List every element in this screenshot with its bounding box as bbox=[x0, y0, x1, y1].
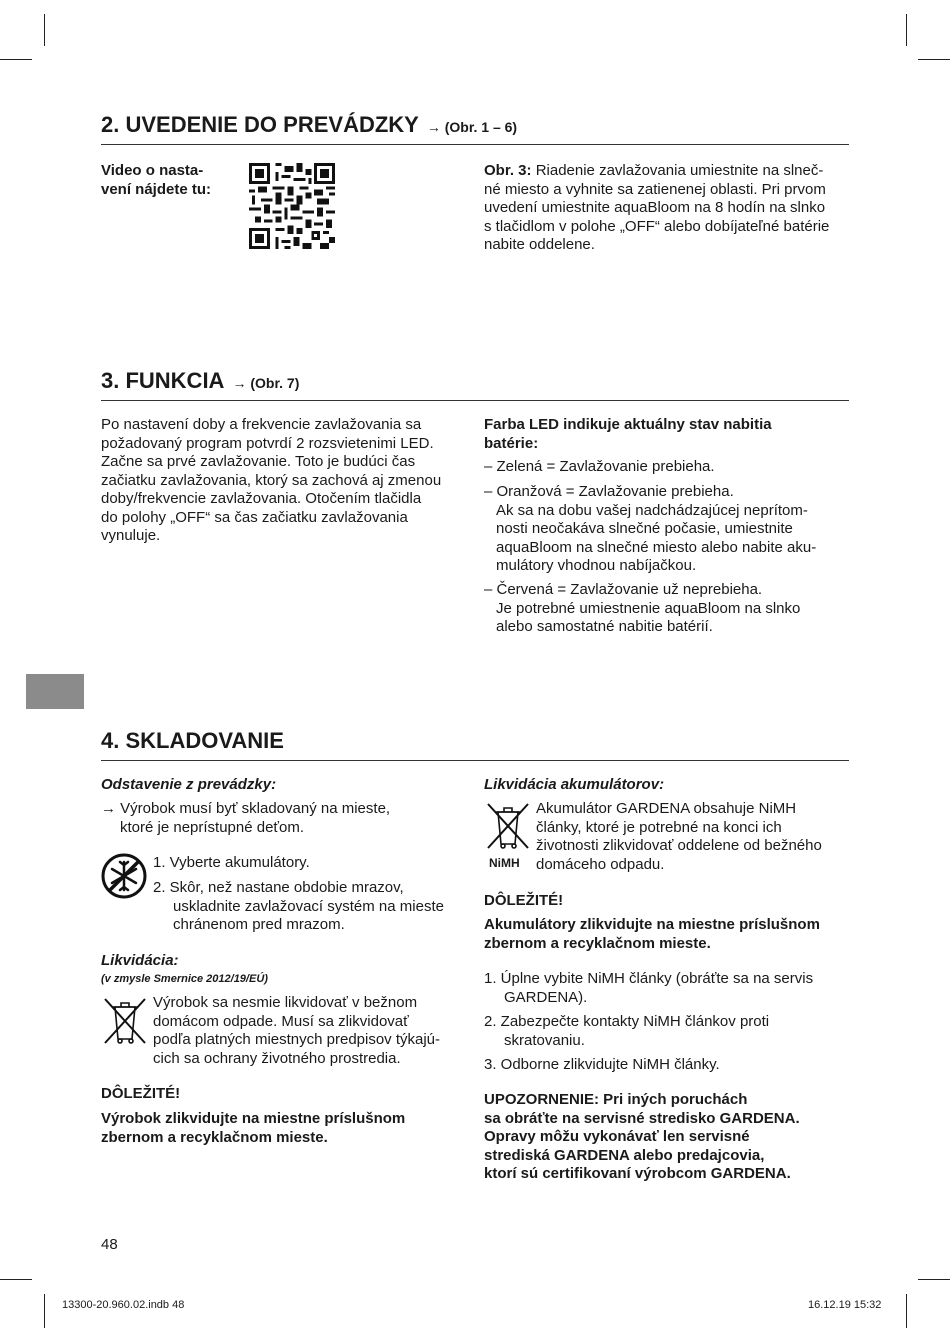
obr3-line: Riadenie zavlažovania umiestnite na slneč- bbox=[535, 162, 824, 179]
obr3-line: nabite oddelene. bbox=[484, 236, 595, 253]
crop-mark bbox=[44, 14, 45, 46]
obr3-label: Obr. 3: bbox=[484, 162, 532, 179]
important-left-heading: DÔLEŽITÉ! bbox=[101, 1085, 181, 1102]
decommission-heading: Odstavenie z prevádzky: bbox=[101, 776, 277, 793]
service-notice: UPOZORNENIE: Pri iných poruchách sa obráťte na servisné stredisko GARDENA. Opravy môžu vykonávať len servisné strediská GARDENA alebo predajcovia, ktorí sú certifikovaní výrobcom GARDENA. bbox=[484, 1091, 800, 1182]
crop-mark bbox=[44, 1294, 45, 1328]
crop-mark bbox=[918, 59, 950, 60]
section-3-title: 3. FUNKCIA → (Obr. 7) bbox=[101, 368, 300, 393]
function-paragraph: Po nastavení doby a frekvencie zavlažovania sa požadovaný program potvrdí 2 rozsvietenimi LED. Začne sa prvé zavlažovanie. Toto je budúci čas začiatku zavlažovania, ktorý sa zachová aj zmenou doby/frekvencie zavlažovania. Otočením tlačidla do polohy „OFF“ sa čas začiatku zavlažovania vynuluje. bbox=[101, 416, 442, 544]
storage-step-2: 2. Skôr, než nastane obdobie mrazov, uskladnite zavlažovací systém na mieste chránenom pred mrazom. bbox=[153, 879, 444, 933]
section-3-ref: → (Obr. 7) bbox=[232, 375, 300, 391]
led-red: – Červená = Zavlažovanie už neprebieha. Je potrebné umiestnenie aquaBloom na slnko alebo samostatné nabitie batérií. bbox=[484, 581, 801, 635]
section-2-title: 2. UVEDENIE DO PREVÁDZKY → (Obr. 1 – 6) bbox=[101, 112, 518, 137]
obr3-paragraph bbox=[484, 162, 854, 255]
disposal-text: Výrobok sa nesmie likvidovať v bežnom domácom odpade. Musí sa zlikvidovať podľa platných miestnych predpisov týkajú- cich sa ochrany životného prostredia. bbox=[153, 994, 441, 1067]
crossed-bin-battery-icon bbox=[484, 800, 532, 852]
important-left-text: Výrobok zlikvidujte na miestne príslušnom zbernom a recyklačnom mieste. bbox=[101, 1110, 406, 1146]
important-right-heading: DÔLEŽITÉ! bbox=[484, 892, 564, 909]
section-2-ref: → (Obr. 1 – 6) bbox=[426, 119, 518, 135]
crossed-bin-icon bbox=[101, 995, 149, 1047]
section-divider bbox=[101, 760, 849, 761]
language-tab bbox=[26, 674, 84, 709]
led-heading: Farba LED indikuje aktuálny stav nabitia batérie: bbox=[484, 416, 772, 452]
obr3-line: né miesto a vyhnite sa zatienenej oblasti. Pri prvom bbox=[484, 180, 826, 198]
crop-mark bbox=[918, 1279, 950, 1280]
crop-mark bbox=[906, 14, 907, 46]
decommission-text: → Výrobok musí byť skladovaný na mieste, ktoré je neprístupné deťom. bbox=[101, 800, 391, 836]
section-4-title: 4. SKLADOVANIE bbox=[101, 728, 284, 753]
footer-file: 13300-20.960.02.indb 48 bbox=[62, 1299, 185, 1311]
crop-mark bbox=[0, 59, 32, 60]
important-right-text: Akumulátory zlikvidujte na miestne príslušnom zbernom a recyklačnom mieste. bbox=[484, 916, 820, 952]
section-divider bbox=[101, 400, 849, 401]
disposal-subheading: (v zmysle Smernice 2012/19/EÚ) bbox=[101, 973, 268, 985]
battery-step-3: 3. Odborne zlikvidujte NiMH články. bbox=[484, 1056, 720, 1073]
led-orange: – Oranžová = Zavlažovanie prebieha. Ak sa na dobu vašej nadchádzajúcej neprítom- nosti neočakáva slnečné počasie, umiestnite aquaBloom na slnečné miesto alebo nabite aku- mulátory vhodnou nabíjačkou. bbox=[484, 483, 817, 574]
section-divider bbox=[101, 144, 849, 145]
storage-step-1: 1. Vyberte akumulátory. bbox=[153, 854, 310, 871]
battery-disposal-text: Akumulátor GARDENA obsahuje NiMH články, ktoré je potrebné na konci ich životnosti zlikvidovať oddelene od bežného domáceho odpadu. bbox=[536, 800, 822, 873]
footer-date: 16.12.19 15:32 bbox=[808, 1299, 882, 1311]
nimh-label: NiMH bbox=[489, 856, 520, 870]
video-label: Video o nasta- vení nájdete tu: bbox=[101, 162, 212, 198]
obr3-line: s tlačidlom v polohe „OFF“ alebo dobíjateľné batérie bbox=[484, 217, 830, 235]
qr-code-icon[interactable] bbox=[249, 163, 335, 249]
crop-mark bbox=[906, 1294, 907, 1328]
disposal-heading: Likvidácia: bbox=[101, 952, 179, 969]
battery-step-2: 2. Zabezpečte kontakty NiMH článkov proti skratovaniu. bbox=[484, 1013, 770, 1049]
page-number: 48 bbox=[101, 1236, 118, 1253]
battery-disposal-heading: Likvidácia akumulátorov: bbox=[484, 776, 665, 793]
battery-step-1: 1. Úplne vybite NiMH články (obráťte sa na servis GARDENA). bbox=[484, 970, 814, 1006]
led-green: – Zelená = Zavlažovanie prebieha. bbox=[484, 458, 715, 475]
obr3-line: uvedení umiestnite aquaBloom na 8 hodín na slnko bbox=[484, 199, 826, 216]
crop-mark bbox=[0, 1279, 32, 1280]
snowflake-crossed-icon bbox=[101, 853, 147, 899]
